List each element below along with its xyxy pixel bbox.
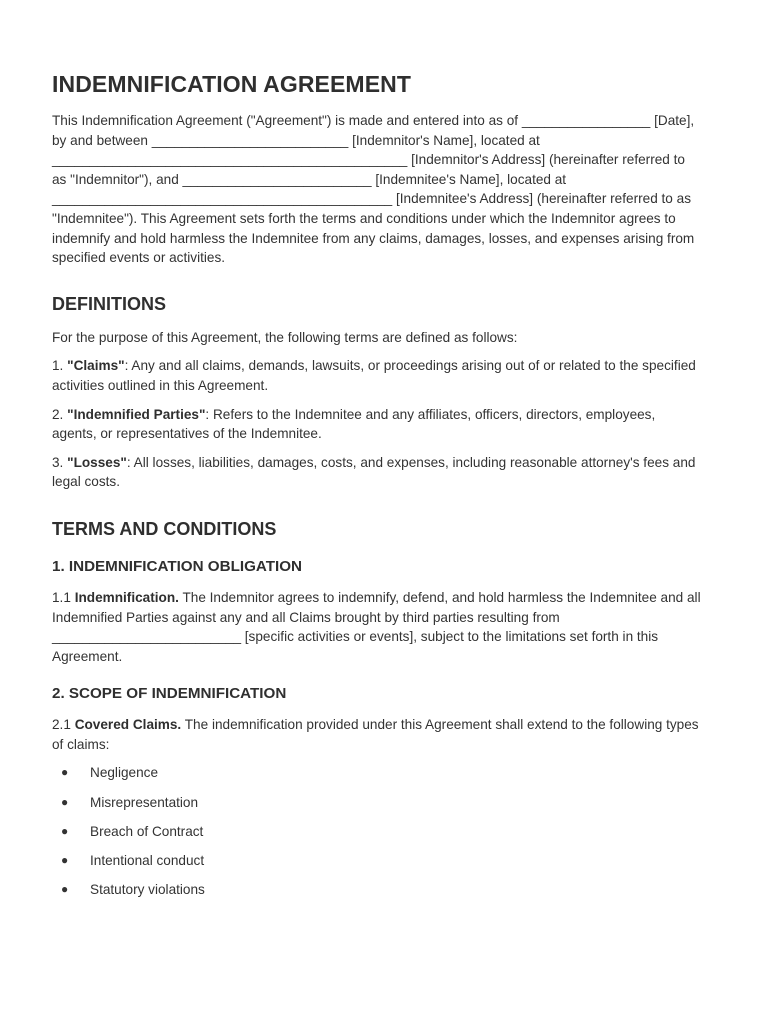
definition-term: "Indemnified Parties"	[67, 406, 206, 422]
clause-text: The indemnification provided under this Agreement shall extend to the following types of claims:	[52, 717, 699, 752]
definition-number: 1.	[52, 358, 64, 374]
definitions-intro: For the purpose of this Agreement, the following terms are defined as follows:	[52, 329, 518, 345]
section-indemnification-obligation-heading: 1. INDEMNIFICATION OBLIGATION	[52, 557, 303, 575]
terms-heading: TERMS AND CONDITIONS	[52, 518, 277, 539]
list-item	[52, 763, 702, 783]
definitions-heading: DEFINITIONS	[52, 293, 167, 314]
document-page	[52, 70, 702, 909]
list-item-label: Misrepresentation	[90, 794, 199, 810]
clause-title: Covered Claims.	[74, 717, 182, 733]
list-item	[52, 822, 702, 842]
list-item	[52, 793, 702, 813]
definition-text: : Refers to the Indemnitee and any affiliates, officers, directors, employees, agents, or representatives of the Indemnitee.	[52, 406, 656, 442]
clause-text: The Indemnitor agrees to indemnify, defend, and hold harmless the Indemnitee and all Indemnified Parties against any and all Claims brought by third parties resulting from _________________________ [specific activities or events], subject to the limitations set forth in this Agreement.	[52, 589, 701, 664]
definition-text: : All losses, liabilities, damages, costs, and expenses, including reasonable attorney's fees and legal costs.	[52, 454, 696, 490]
clause-number: 2.1	[52, 717, 71, 733]
bullet-icon: ●	[61, 882, 69, 897]
section-scope-heading: 2. SCOPE OF INDEMNIFICATION	[52, 685, 287, 703]
definition-number: 3.	[52, 454, 64, 470]
bullet-icon: ●	[61, 823, 69, 838]
document-title: INDEMNIFICATION AGREEMENT	[52, 71, 411, 97]
definition-text: : Any and all claims, demands, lawsuits, or proceedings arising out of or related to the specified activities outlined in this Agreement.	[52, 358, 696, 393]
bullet-icon: ●	[61, 765, 69, 780]
list-item-label: Statutory violations	[90, 882, 205, 898]
list-item-label: Breach of Contract	[90, 823, 204, 839]
covered-claims-list	[52, 763, 702, 899]
definition-claims	[52, 356, 702, 395]
definition-term: "Claims"	[67, 358, 125, 374]
list-item	[52, 851, 702, 871]
definition-number: 2.	[52, 406, 64, 422]
clause-covered-claims	[52, 715, 702, 754]
list-item-label: Negligence	[90, 765, 159, 781]
definition-term: "Losses"	[67, 454, 127, 470]
clause-title: Indemnification.	[74, 589, 179, 605]
intro-paragraph: This Indemnification Agreement ("Agreement") is made and entered into as of _________________ [Date], by and between __________________________ [Indemnitor's Name], located at _______________________________________________ [Indemnitor's Address] (hereinafter referred to as "Indemnitor"), and _________________________ [Indemnitee's Name], located at _____________________________________________ [Indemnitee's Address] (hereinafter referred to as "Indemnitee"). This Agreement sets forth the terms and conditions under which the Indemnitor agrees to indemnify and hold harmless the Indemnitee from any claims, damages, losses, and expenses arising from specified events or activities.	[52, 113, 695, 266]
bullet-icon: ●	[61, 853, 69, 868]
clause-number: 1.1	[52, 589, 71, 605]
bullet-icon: ●	[61, 794, 69, 809]
list-item	[52, 880, 702, 900]
definition-indemnified-parties	[52, 405, 702, 444]
list-item-label: Intentional conduct	[90, 853, 205, 869]
clause-indemnification	[52, 588, 702, 666]
definition-losses	[52, 453, 702, 492]
